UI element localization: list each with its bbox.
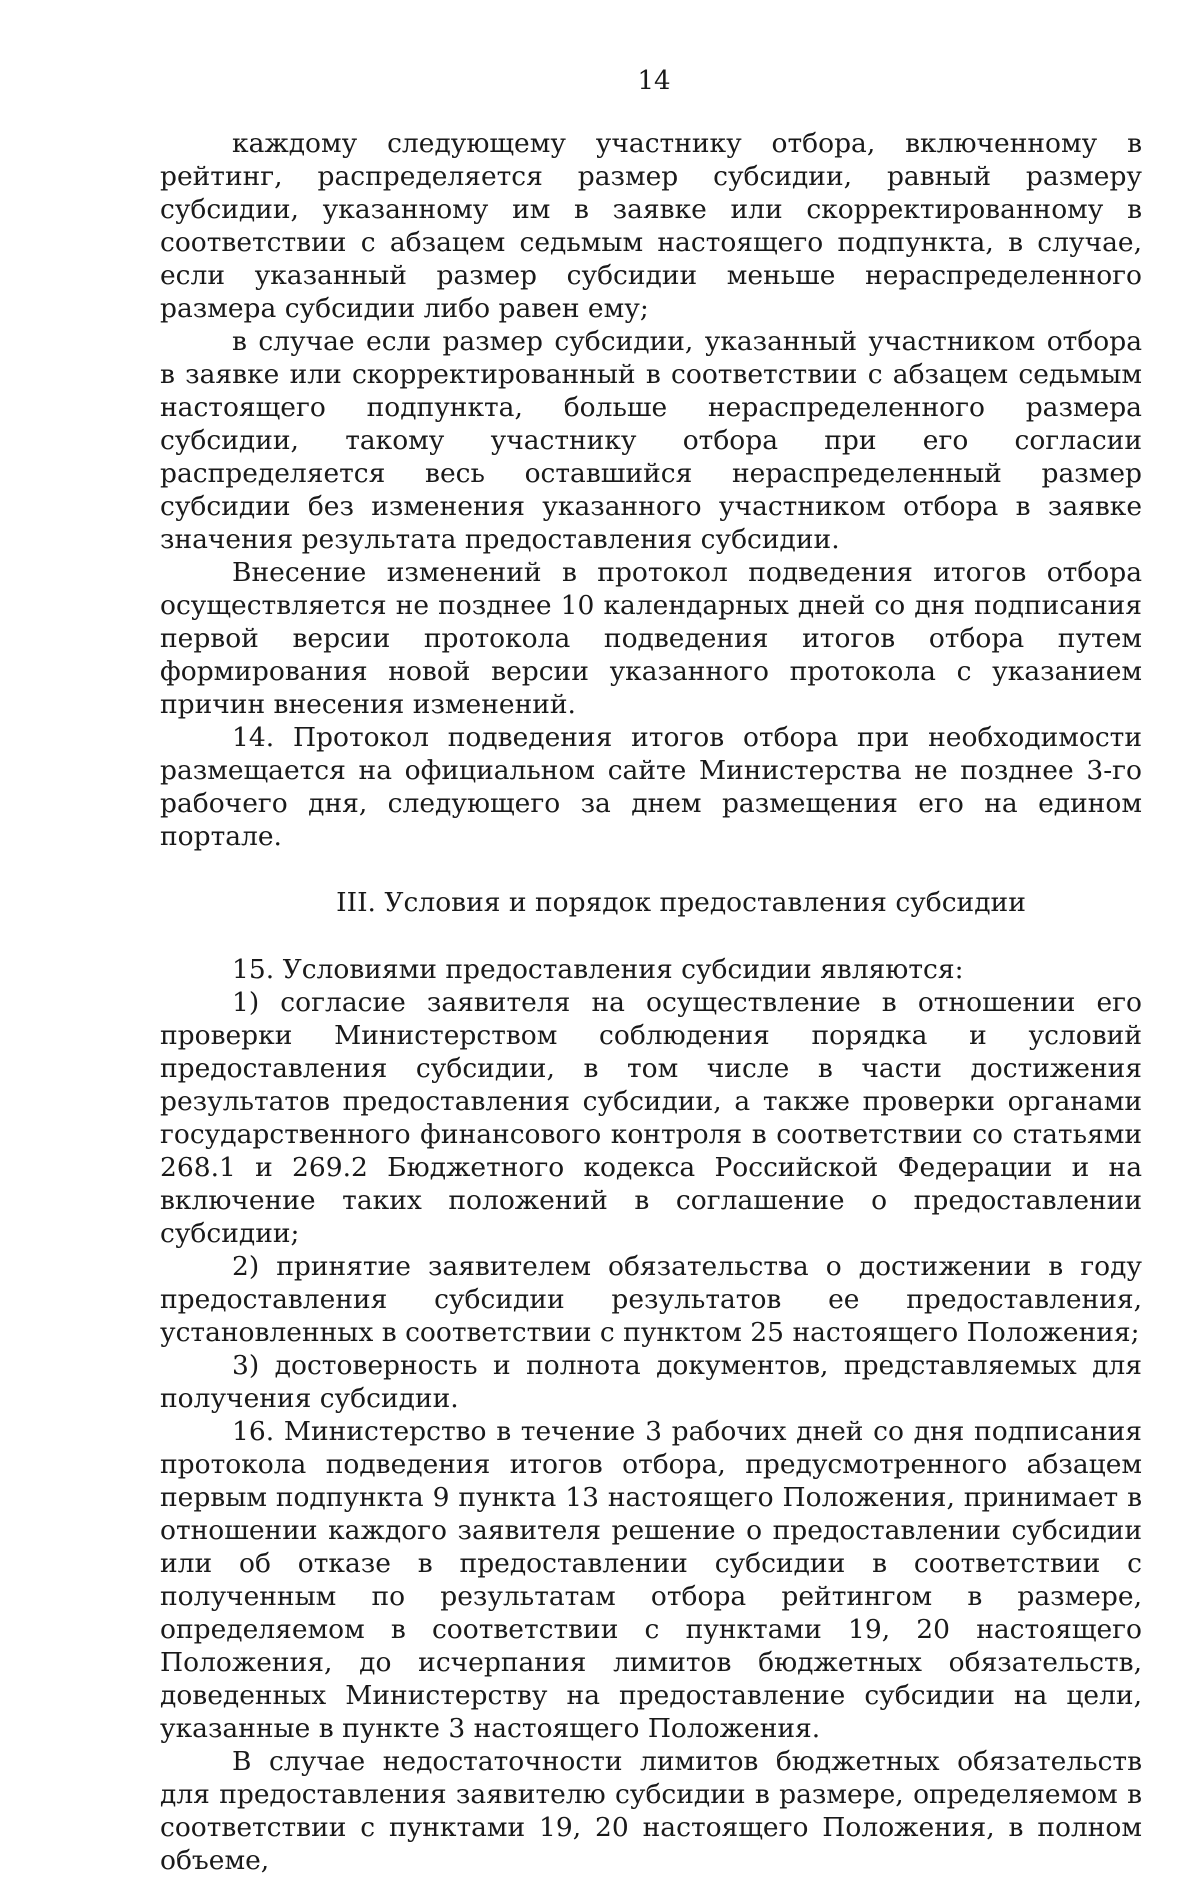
- list-item: 1) согласие заявителя на осуществление в отношении его проверки Министерством соблюдения порядка и условий предоставления субсидии, в том числе в части достижения результатов предоставления субсидии, а также проверки органами государственного финансового контроля в соответствии со статьями 268.1 и 269.2 Бюджетного кодекса Российской Федерации и на включение таких положений в соглашение о предоставлении субсидии;: [160, 987, 1142, 1249]
- document-body: [160, 127, 1142, 1877]
- paragraph: Внесение изменений в протокол подведения итогов отбора осуществляется не позднее 10 календарных дней со дня подписания первой версии протокола подведения итогов отбора путем формирования новой версии указанного протокола с указанием причин внесения изменений.: [160, 557, 1142, 720]
- paragraph: в случае если размер субсидии, указанный участником отбора в заявке или скорректированный в соответствии с абзацем седьмым настоящего подпункта, больше нераспределенного размера субсидии, такому участнику отбора при его согласии распределяется весь оставшийся нераспределенный размер субсидии без изменения указанного участником отбора в заявке значения результата предоставления субсидии.: [160, 326, 1142, 555]
- paragraph: 15. Условиями предоставления субсидии являются:: [232, 954, 964, 985]
- paragraph: 14. Протокол подведения итогов отбора при необходимости размещается на официальном сайте Министерства не позднее 3-го рабочего дня, следующего за днем размещения его на едином портале.: [160, 722, 1142, 852]
- paragraph: 16. Министерство в течение 3 рабочих дней со дня подписания протокола подведения итогов отбора, предусмотренного абзацем первым подпункта 9 пункта 13 настоящего Положения, принимает в отношении каждого заявителя решение о предоставлении субсидии или об отказе в предоставлении субсидии в соответствии с полученным по результатам отбора рейтингом в размере, определяемом в соответствии с пунктами 19, 20 настоящего Положения, до исчерпания лимитов бюджетных обязательств, доведенных Министерству на предоставление субсидии на цели, указанные в пункте 3 настоящего Положения.: [160, 1416, 1142, 1744]
- paragraph: В случае недостаточности лимитов бюджетных обязательств для предоставления заявителю субсидии в размере, определяемом в соответствии с пунктами 19, 20 настоящего Положения, в полном объеме,: [160, 1746, 1142, 1876]
- list-item: 3) достоверность и полнота документов, представляемых для получения субсидии.: [160, 1350, 1142, 1414]
- section-heading: III. Условия и порядок предоставления субсидии: [336, 887, 1026, 918]
- list-item: 2) принятие заявителем обязательства о достижении в году предоставления субсидии результатов ее предоставления, установленных в соответствии с пунктом 25 настоящего Положения;: [160, 1251, 1142, 1348]
- paragraph: каждому следующему участнику отбора, включенному в рейтинг, распределяется размер субсидии, равный размеру субсидии, указанному им в заявке или скорректированному в соответствии с абзацем седьмым настоящего подпункта, в случае, если указанный размер субсидии меньше нераспределенного размера субсидии либо равен ему;: [160, 128, 1142, 324]
- page-number: 14: [637, 66, 671, 96]
